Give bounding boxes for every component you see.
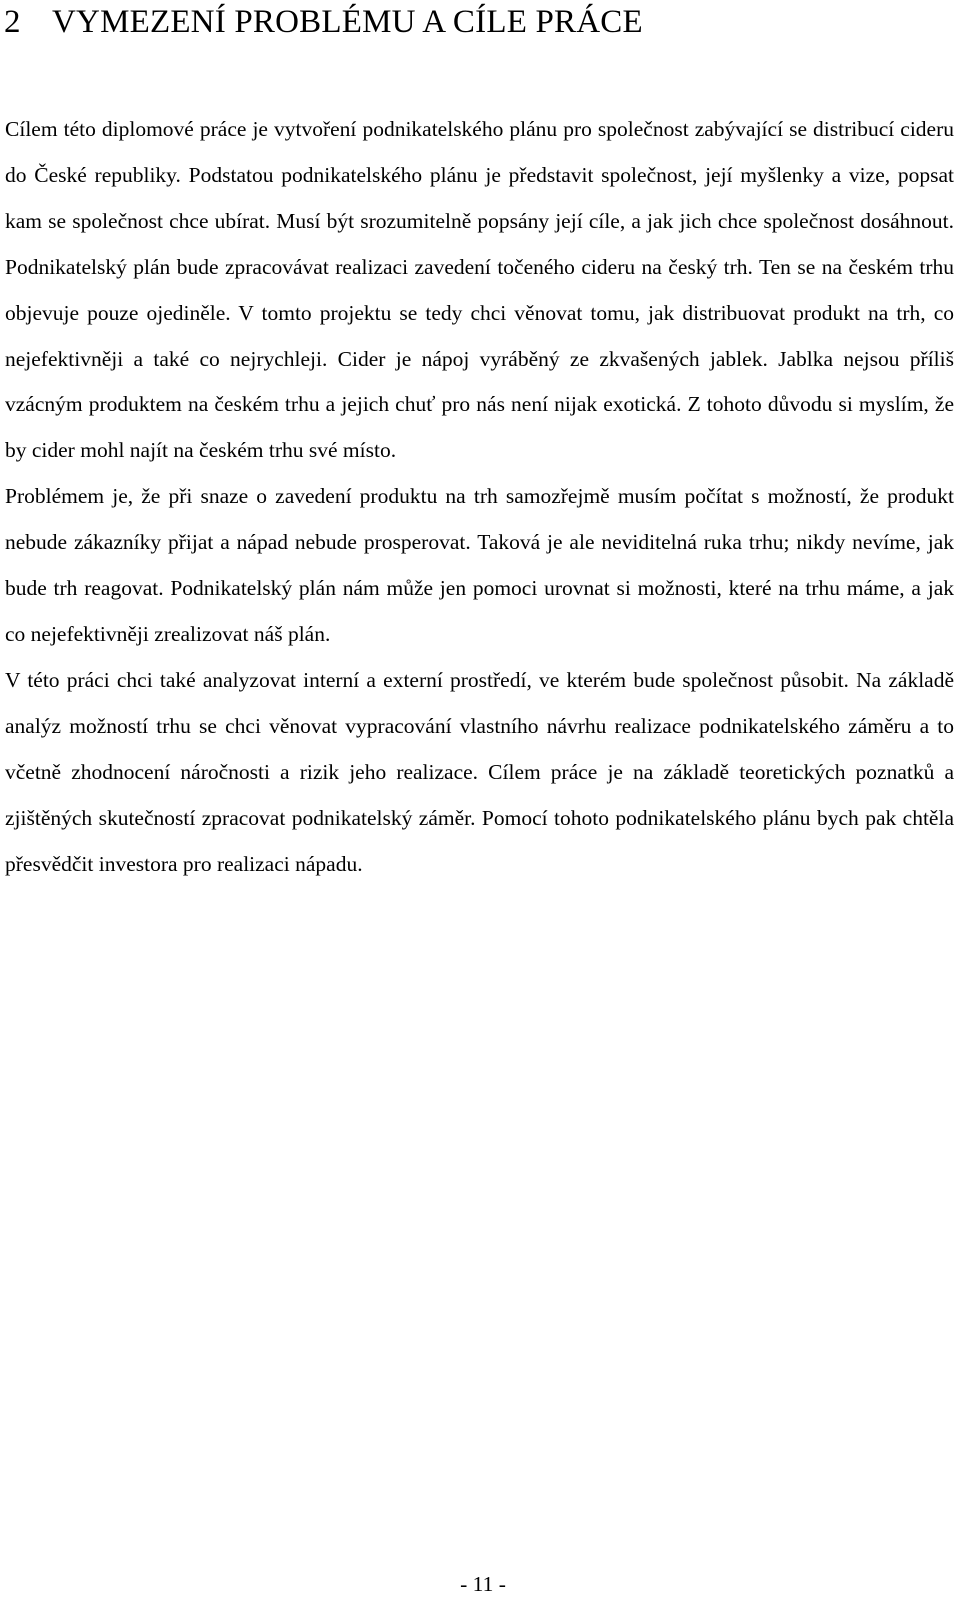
paragraph: V této práci chci také analyzovat interní a externí prostředí, ve kterém bude společnost působit. Na základě analýz možností trhu se chci věnovat vypracování vlastního návrhu realizace podnikatelského záměru a to včetně zhodnocení náročnosti a rizik jeho realizace. Cílem práce je na základě teoretických poznatků a zjištěných skutečností zpracovat podnikatelský záměr. Pomocí tohoto podnikatelského plánu bych pak chtěla přesvědčit investora pro realizaci nápadu. xyxy=(5,667,954,876)
chapter-title: VYMEZENÍ PROBLÉMU A CÍLE PRÁCE xyxy=(52,4,643,40)
page-number: - 11 - xyxy=(460,1572,506,1596)
paragraph: Problémem je, že při snaze o zavedení produktu na trh samozřejmě musím počítat s možností, že produkt nebude zákazníky přijat a nápad nebude prosperovat. Taková je ale neviditelná ruka trhu; nikdy nevíme, jak bude trh reagovat. Podnikatelský plán nám může jen pomoci urovnat si možnosti, které na trhu máme, a jak co nejefektivněji zrealizovat náš plán. xyxy=(5,484,954,646)
paragraph: Cílem této diplomové práce je vytvoření podnikatelského plánu pro společnost zabývající se distribucí cideru do České republiky. Podstatou podnikatelského plánu je představit společnost, její myšlenky a vize, popsat kam se společnost chce ubírat. Musí být srozumitelně popsány její cíle, a jak jich chce společnost dosáhnout. Podnikatelský plán bude zpracovávat realizaci zavedení točeného cideru na český trh. Ten se na českém trhu objevuje pouze ojediněle. V tomto projektu se tedy chci věnovat tomu, jak distribuovat produkt na trh, co nejefektivněji a také co nejrychleji. Cider je nápoj vyráběný ze zkvašených jablek. Jablka nejsou příliš vzácným produktem na českém trhu a jejich chuť pro nás není nijak exotická. Z tohoto důvodu si myslím, že by cider mohl najít na českém trhu své místo. xyxy=(5,117,954,463)
chapter-heading xyxy=(4,1,643,43)
body-text xyxy=(5,107,954,887)
chapter-number: 2 xyxy=(4,4,21,40)
